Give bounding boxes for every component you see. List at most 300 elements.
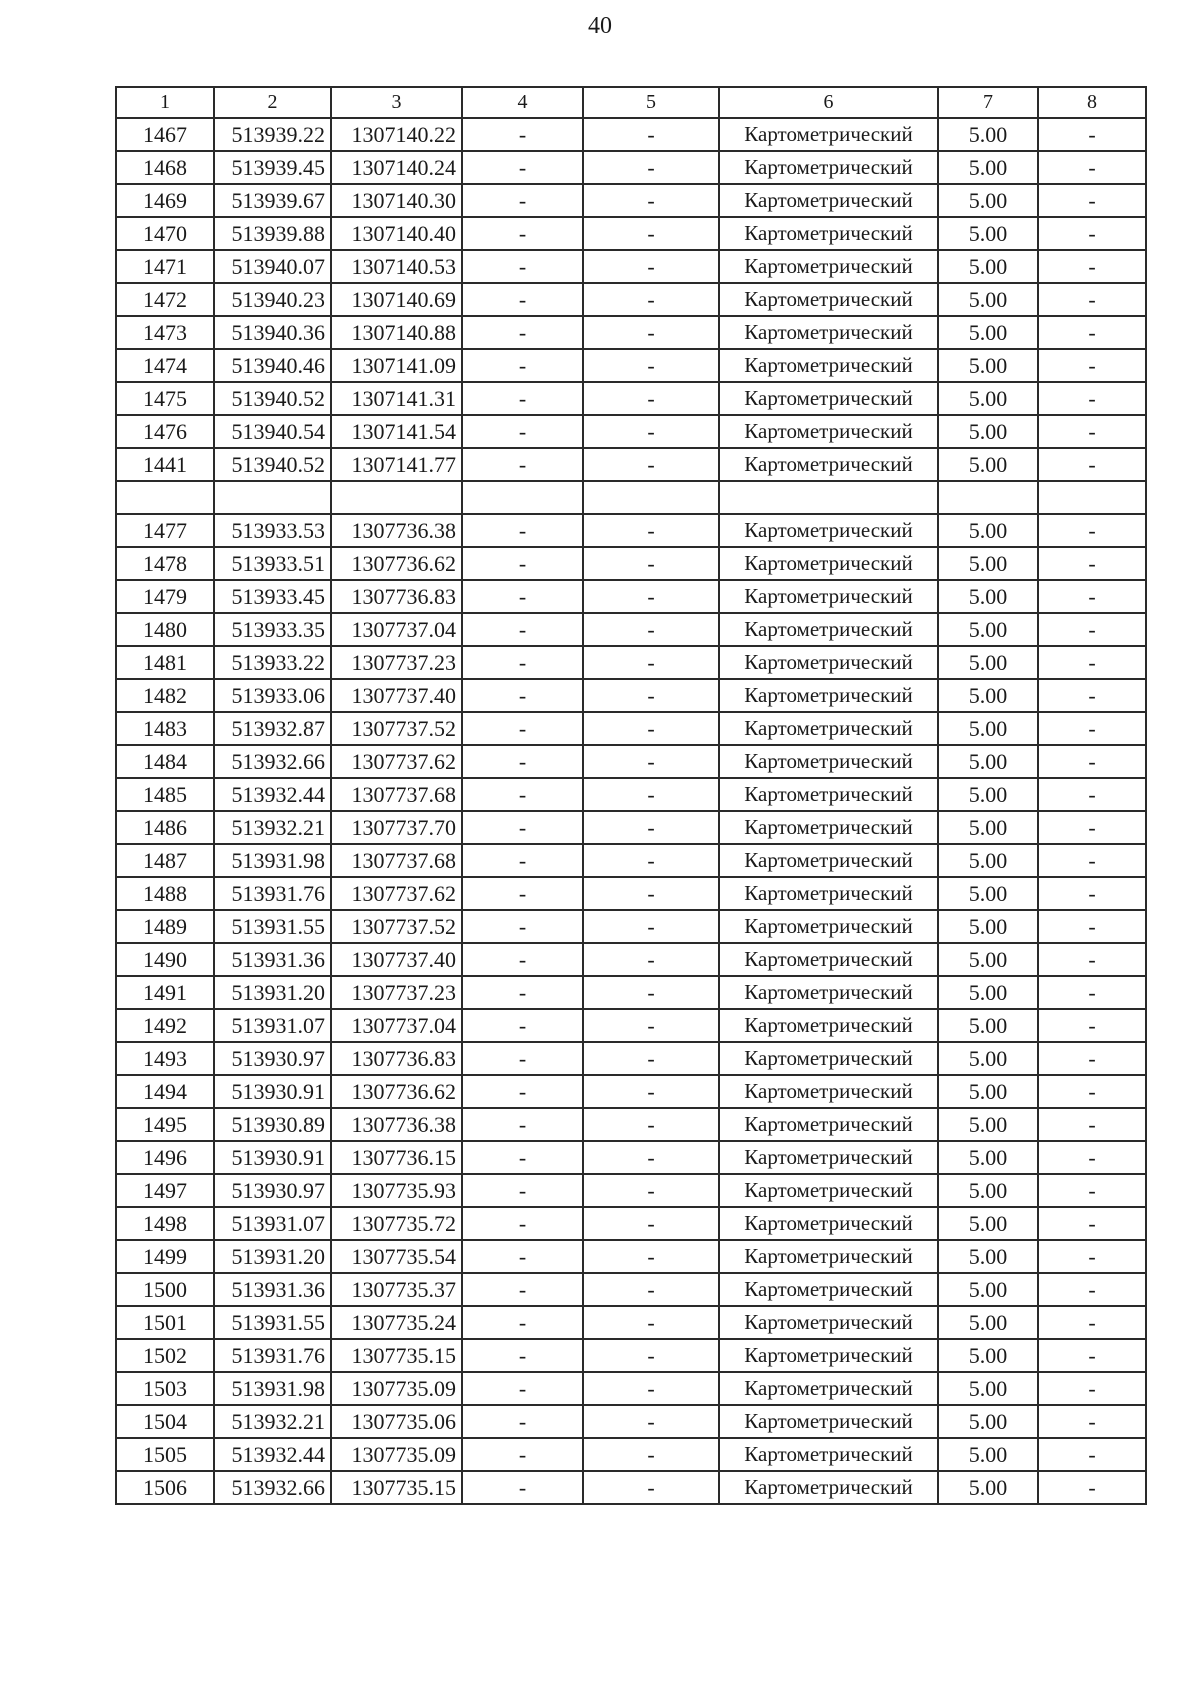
x-coordinate-cell: 513933.06: [214, 679, 331, 712]
column-5-cell: -: [583, 415, 719, 448]
column-8-cell: -: [1038, 1471, 1146, 1504]
x-coordinate-cell: 513933.22: [214, 646, 331, 679]
table-row: [116, 217, 1146, 250]
x-coordinate-cell: 513940.54: [214, 415, 331, 448]
method-cell: Картометрический: [719, 1108, 938, 1141]
x-coordinate-cell: 513933.35: [214, 613, 331, 646]
column-4-cell: -: [462, 250, 583, 283]
x-coordinate-cell: 513931.55: [214, 910, 331, 943]
x-coordinate-cell: 513939.45: [214, 151, 331, 184]
column-5-cell: -: [583, 514, 719, 547]
accuracy-cell: 5.00: [938, 745, 1038, 778]
table-row: [116, 910, 1146, 943]
y-coordinate-cell: 1307736.83: [331, 580, 462, 613]
method-cell: Картометрический: [719, 1075, 938, 1108]
column-header-1: 1: [116, 87, 214, 118]
column-5-cell: -: [583, 844, 719, 877]
table-row: [116, 877, 1146, 910]
column-8-cell: -: [1038, 811, 1146, 844]
column-4-cell: -: [462, 1372, 583, 1405]
x-coordinate-cell: 513931.07: [214, 1009, 331, 1042]
method-cell: Картометрический: [719, 1372, 938, 1405]
table-row: [116, 151, 1146, 184]
y-coordinate-cell: 1307736.38: [331, 1108, 462, 1141]
column-8-cell: -: [1038, 382, 1146, 415]
column-5-cell: -: [583, 778, 719, 811]
column-4-cell: -: [462, 613, 583, 646]
accuracy-cell: 5.00: [938, 547, 1038, 580]
point-number-cell: 1505: [116, 1438, 214, 1471]
table-row: [116, 184, 1146, 217]
accuracy-cell: 5.00: [938, 217, 1038, 250]
column-5-cell: -: [583, 1471, 719, 1504]
accuracy-cell: 5.00: [938, 349, 1038, 382]
point-number-cell: 1469: [116, 184, 214, 217]
point-number-cell: 1479: [116, 580, 214, 613]
column-8-cell: [1038, 481, 1146, 514]
method-cell: Картометрический: [719, 646, 938, 679]
point-number-cell: [116, 481, 214, 514]
point-number-cell: 1503: [116, 1372, 214, 1405]
y-coordinate-cell: 1307735.15: [331, 1339, 462, 1372]
x-coordinate-cell: 513940.36: [214, 316, 331, 349]
accuracy-cell: 5.00: [938, 1207, 1038, 1240]
column-4-cell: -: [462, 976, 583, 1009]
x-coordinate-cell: 513930.91: [214, 1075, 331, 1108]
y-coordinate-cell: 1307735.09: [331, 1372, 462, 1405]
accuracy-cell: 5.00: [938, 1075, 1038, 1108]
column-4-cell: -: [462, 646, 583, 679]
column-5-cell: -: [583, 448, 719, 481]
table-row: [116, 1141, 1146, 1174]
y-coordinate-cell: 1307737.04: [331, 1009, 462, 1042]
point-number-cell: 1497: [116, 1174, 214, 1207]
table-row: [116, 1075, 1146, 1108]
column-5-cell: -: [583, 910, 719, 943]
x-coordinate-cell: 513932.87: [214, 712, 331, 745]
x-coordinate-cell: 513932.66: [214, 745, 331, 778]
table-row: [116, 1405, 1146, 1438]
y-coordinate-cell: 1307737.52: [331, 712, 462, 745]
column-8-cell: -: [1038, 1174, 1146, 1207]
column-4-cell: -: [462, 283, 583, 316]
table-row: [116, 1174, 1146, 1207]
table-row: [116, 679, 1146, 712]
point-number-cell: 1477: [116, 514, 214, 547]
y-coordinate-cell: 1307140.88: [331, 316, 462, 349]
accuracy-cell: 5.00: [938, 844, 1038, 877]
method-cell: Картометрический: [719, 448, 938, 481]
column-5-cell: -: [583, 217, 719, 250]
column-8-cell: -: [1038, 448, 1146, 481]
table-row: [116, 1306, 1146, 1339]
column-5-cell: -: [583, 349, 719, 382]
method-cell: Картометрический: [719, 1306, 938, 1339]
accuracy-cell: 5.00: [938, 1405, 1038, 1438]
column-8-cell: -: [1038, 283, 1146, 316]
y-coordinate-cell: 1307735.09: [331, 1438, 462, 1471]
column-8-cell: -: [1038, 1306, 1146, 1339]
column-4-cell: -: [462, 184, 583, 217]
point-number-cell: 1500: [116, 1273, 214, 1306]
column-5-cell: -: [583, 1207, 719, 1240]
table-row: [116, 118, 1146, 151]
column-4-cell: -: [462, 514, 583, 547]
accuracy-cell: 5.00: [938, 712, 1038, 745]
method-cell: Картометрический: [719, 580, 938, 613]
column-4-cell: -: [462, 877, 583, 910]
table-row: [116, 613, 1146, 646]
accuracy-cell: 5.00: [938, 250, 1038, 283]
column-4-cell: -: [462, 1207, 583, 1240]
column-8-cell: -: [1038, 514, 1146, 547]
point-number-cell: 1501: [116, 1306, 214, 1339]
table-row: [116, 448, 1146, 481]
accuracy-cell: 5.00: [938, 1174, 1038, 1207]
accuracy-cell: 5.00: [938, 151, 1038, 184]
method-cell: Картометрический: [719, 1042, 938, 1075]
accuracy-cell: 5.00: [938, 1471, 1038, 1504]
accuracy-cell: 5.00: [938, 613, 1038, 646]
point-number-cell: 1478: [116, 547, 214, 580]
y-coordinate-cell: 1307737.70: [331, 811, 462, 844]
column-8-cell: -: [1038, 1141, 1146, 1174]
table-row: [116, 316, 1146, 349]
accuracy-cell: 5.00: [938, 877, 1038, 910]
column-5-cell: -: [583, 184, 719, 217]
column-4-cell: -: [462, 1042, 583, 1075]
x-coordinate-cell: 513940.52: [214, 382, 331, 415]
y-coordinate-cell: 1307141.31: [331, 382, 462, 415]
x-coordinate-cell: 513931.98: [214, 844, 331, 877]
table-row: [116, 547, 1146, 580]
column-8-cell: -: [1038, 613, 1146, 646]
accuracy-cell: 5.00: [938, 184, 1038, 217]
column-8-cell: -: [1038, 646, 1146, 679]
point-number-cell: 1502: [116, 1339, 214, 1372]
point-number-cell: 1474: [116, 349, 214, 382]
table-row: [116, 250, 1146, 283]
column-4-cell: -: [462, 1306, 583, 1339]
method-cell: Картометрический: [719, 910, 938, 943]
column-5-cell: -: [583, 1141, 719, 1174]
column-5-cell: -: [583, 679, 719, 712]
point-number-cell: 1473: [116, 316, 214, 349]
table-row: [116, 1108, 1146, 1141]
table-row: [116, 1339, 1146, 1372]
method-cell: Картометрический: [719, 514, 938, 547]
accuracy-cell: 5.00: [938, 514, 1038, 547]
point-number-cell: 1441: [116, 448, 214, 481]
column-8-cell: -: [1038, 1240, 1146, 1273]
accuracy-cell: 5.00: [938, 580, 1038, 613]
x-coordinate-cell: 513930.89: [214, 1108, 331, 1141]
method-cell: Картометрический: [719, 844, 938, 877]
column-8-cell: -: [1038, 877, 1146, 910]
point-number-cell: 1504: [116, 1405, 214, 1438]
column-8-cell: -: [1038, 1405, 1146, 1438]
column-4-cell: -: [462, 1108, 583, 1141]
column-8-cell: -: [1038, 778, 1146, 811]
y-coordinate-cell: 1307140.53: [331, 250, 462, 283]
method-cell: Картометрический: [719, 943, 938, 976]
column-4-cell: -: [462, 1339, 583, 1372]
accuracy-cell: 5.00: [938, 283, 1038, 316]
method-cell: Картометрический: [719, 877, 938, 910]
column-8-cell: -: [1038, 1207, 1146, 1240]
column-4-cell: -: [462, 1075, 583, 1108]
x-coordinate-cell: 513939.22: [214, 118, 331, 151]
accuracy-cell: 5.00: [938, 1438, 1038, 1471]
column-8-cell: -: [1038, 217, 1146, 250]
x-coordinate-cell: 513930.91: [214, 1141, 331, 1174]
table-row: [116, 811, 1146, 844]
method-cell: Картометрический: [719, 1240, 938, 1273]
method-cell: Картометрический: [719, 679, 938, 712]
accuracy-cell: 5.00: [938, 1240, 1038, 1273]
column-4-cell: -: [462, 1471, 583, 1504]
table-row: [116, 943, 1146, 976]
y-coordinate-cell: 1307141.09: [331, 349, 462, 382]
column-8-cell: -: [1038, 844, 1146, 877]
column-5-cell: -: [583, 283, 719, 316]
method-cell: Картометрический: [719, 613, 938, 646]
x-coordinate-cell: 513939.88: [214, 217, 331, 250]
y-coordinate-cell: 1307737.40: [331, 943, 462, 976]
point-number-cell: 1481: [116, 646, 214, 679]
point-number-cell: 1483: [116, 712, 214, 745]
accuracy-cell: 5.00: [938, 943, 1038, 976]
column-4-cell: -: [462, 745, 583, 778]
column-5-cell: -: [583, 250, 719, 283]
method-cell: Картометрический: [719, 184, 938, 217]
accuracy-cell: 5.00: [938, 316, 1038, 349]
column-5-cell: -: [583, 1174, 719, 1207]
method-cell: Картометрический: [719, 547, 938, 580]
point-number-cell: 1484: [116, 745, 214, 778]
column-4-cell: -: [462, 382, 583, 415]
column-8-cell: -: [1038, 976, 1146, 1009]
y-coordinate-cell: 1307735.15: [331, 1471, 462, 1504]
x-coordinate-cell: 513931.07: [214, 1207, 331, 1240]
y-coordinate-cell: 1307140.69: [331, 283, 462, 316]
column-8-cell: -: [1038, 151, 1146, 184]
column-5-cell: -: [583, 1273, 719, 1306]
point-number-cell: 1480: [116, 613, 214, 646]
accuracy-cell: 5.00: [938, 910, 1038, 943]
y-coordinate-cell: 1307737.68: [331, 844, 462, 877]
column-8-cell: -: [1038, 679, 1146, 712]
x-coordinate-cell: 513939.67: [214, 184, 331, 217]
column-4-cell: -: [462, 349, 583, 382]
point-number-cell: 1471: [116, 250, 214, 283]
x-coordinate-cell: 513931.36: [214, 1273, 331, 1306]
column-8-cell: -: [1038, 943, 1146, 976]
column-header-3: 3: [331, 87, 462, 118]
accuracy-cell: 5.00: [938, 646, 1038, 679]
point-number-cell: 1499: [116, 1240, 214, 1273]
column-8-cell: -: [1038, 547, 1146, 580]
point-number-cell: 1493: [116, 1042, 214, 1075]
column-4-cell: -: [462, 151, 583, 184]
column-header-2: 2: [214, 87, 331, 118]
column-5-cell: [583, 481, 719, 514]
column-4-cell: -: [462, 910, 583, 943]
x-coordinate-cell: 513931.20: [214, 1240, 331, 1273]
point-number-cell: 1492: [116, 1009, 214, 1042]
table-row: [116, 349, 1146, 382]
column-4-cell: -: [462, 679, 583, 712]
table-row: [116, 382, 1146, 415]
x-coordinate-cell: 513932.66: [214, 1471, 331, 1504]
x-coordinate-cell: 513933.53: [214, 514, 331, 547]
table-row: [116, 778, 1146, 811]
column-5-cell: -: [583, 1075, 719, 1108]
y-coordinate-cell: 1307737.62: [331, 745, 462, 778]
point-number-cell: 1468: [116, 151, 214, 184]
point-number-cell: 1467: [116, 118, 214, 151]
y-coordinate-cell: 1307140.22: [331, 118, 462, 151]
column-8-cell: -: [1038, 415, 1146, 448]
table-row: [116, 481, 1146, 514]
table-row: [116, 976, 1146, 1009]
point-number-cell: 1487: [116, 844, 214, 877]
column-5-cell: -: [583, 877, 719, 910]
point-number-cell: 1482: [116, 679, 214, 712]
y-coordinate-cell: 1307737.23: [331, 976, 462, 1009]
x-coordinate-cell: 513940.52: [214, 448, 331, 481]
column-5-cell: -: [583, 943, 719, 976]
column-8-cell: -: [1038, 184, 1146, 217]
page-number: 40: [588, 13, 612, 39]
column-5-cell: -: [583, 1009, 719, 1042]
method-cell: Картометрический: [719, 712, 938, 745]
method-cell: Картометрический: [719, 250, 938, 283]
column-4-cell: -: [462, 811, 583, 844]
x-coordinate-cell: 513931.98: [214, 1372, 331, 1405]
accuracy-cell: 5.00: [938, 1009, 1038, 1042]
column-8-cell: -: [1038, 1372, 1146, 1405]
accuracy-cell: 5.00: [938, 448, 1038, 481]
column-5-cell: -: [583, 1306, 719, 1339]
accuracy-cell: 5.00: [938, 1108, 1038, 1141]
y-coordinate-cell: 1307735.24: [331, 1306, 462, 1339]
x-coordinate-cell: 513940.46: [214, 349, 331, 382]
x-coordinate-cell: 513931.20: [214, 976, 331, 1009]
y-coordinate-cell: 1307735.72: [331, 1207, 462, 1240]
x-coordinate-cell: 513930.97: [214, 1174, 331, 1207]
table-row: [116, 1240, 1146, 1273]
y-coordinate-cell: 1307141.77: [331, 448, 462, 481]
method-cell: Картометрический: [719, 151, 938, 184]
method-cell: [719, 481, 938, 514]
y-coordinate-cell: 1307736.62: [331, 547, 462, 580]
method-cell: Картометрический: [719, 1471, 938, 1504]
column-header-6: 6: [719, 87, 938, 118]
method-cell: Картометрический: [719, 1273, 938, 1306]
y-coordinate-cell: 1307737.68: [331, 778, 462, 811]
column-4-cell: -: [462, 943, 583, 976]
column-8-cell: -: [1038, 1273, 1146, 1306]
column-8-cell: -: [1038, 349, 1146, 382]
y-coordinate-cell: 1307735.54: [331, 1240, 462, 1273]
table-row: [116, 283, 1146, 316]
column-header-8: 8: [1038, 87, 1146, 118]
table-row: [116, 1042, 1146, 1075]
method-cell: Картометрический: [719, 217, 938, 250]
column-header-4: 4: [462, 87, 583, 118]
column-8-cell: -: [1038, 580, 1146, 613]
table-row: [116, 1207, 1146, 1240]
column-5-cell: -: [583, 811, 719, 844]
table-row: [116, 415, 1146, 448]
column-4-cell: -: [462, 1240, 583, 1273]
column-4-cell: [462, 481, 583, 514]
table-row: [116, 1009, 1146, 1042]
y-coordinate-cell: 1307140.30: [331, 184, 462, 217]
method-cell: Картометрический: [719, 976, 938, 1009]
accuracy-cell: [938, 481, 1038, 514]
column-5-cell: -: [583, 1405, 719, 1438]
point-number-cell: 1472: [116, 283, 214, 316]
accuracy-cell: 5.00: [938, 1306, 1038, 1339]
accuracy-cell: 5.00: [938, 415, 1038, 448]
table-row: [116, 646, 1146, 679]
coordinates-table: [115, 86, 1147, 1505]
y-coordinate-cell: 1307736.15: [331, 1141, 462, 1174]
method-cell: Картометрический: [719, 415, 938, 448]
column-5-cell: -: [583, 976, 719, 1009]
column-8-cell: -: [1038, 1339, 1146, 1372]
column-8-cell: -: [1038, 745, 1146, 778]
x-coordinate-cell: 513930.97: [214, 1042, 331, 1075]
accuracy-cell: 5.00: [938, 382, 1038, 415]
method-cell: Картометрический: [719, 118, 938, 151]
column-5-cell: -: [583, 1240, 719, 1273]
x-coordinate-cell: 513931.55: [214, 1306, 331, 1339]
y-coordinate-cell: 1307736.83: [331, 1042, 462, 1075]
accuracy-cell: 5.00: [938, 1141, 1038, 1174]
y-coordinate-cell: 1307736.62: [331, 1075, 462, 1108]
column-8-cell: -: [1038, 1009, 1146, 1042]
x-coordinate-cell: 513932.21: [214, 1405, 331, 1438]
table-row: [116, 1273, 1146, 1306]
y-coordinate-cell: 1307735.37: [331, 1273, 462, 1306]
point-number-cell: 1496: [116, 1141, 214, 1174]
column-4-cell: -: [462, 316, 583, 349]
method-cell: Картометрический: [719, 283, 938, 316]
column-header-7: 7: [938, 87, 1038, 118]
table-header-row: [116, 87, 1146, 118]
column-4-cell: -: [462, 217, 583, 250]
method-cell: Картометрический: [719, 316, 938, 349]
column-8-cell: -: [1038, 1108, 1146, 1141]
column-4-cell: -: [462, 1141, 583, 1174]
method-cell: Картометрический: [719, 1405, 938, 1438]
column-5-cell: -: [583, 1372, 719, 1405]
column-5-cell: -: [583, 1042, 719, 1075]
point-number-cell: 1490: [116, 943, 214, 976]
table-row: [116, 514, 1146, 547]
method-cell: Картометрический: [719, 811, 938, 844]
column-5-cell: -: [583, 316, 719, 349]
y-coordinate-cell: 1307737.62: [331, 877, 462, 910]
accuracy-cell: 5.00: [938, 1339, 1038, 1372]
column-5-cell: -: [583, 547, 719, 580]
table-row: [116, 1372, 1146, 1405]
x-coordinate-cell: 513931.76: [214, 1339, 331, 1372]
point-number-cell: 1506: [116, 1471, 214, 1504]
